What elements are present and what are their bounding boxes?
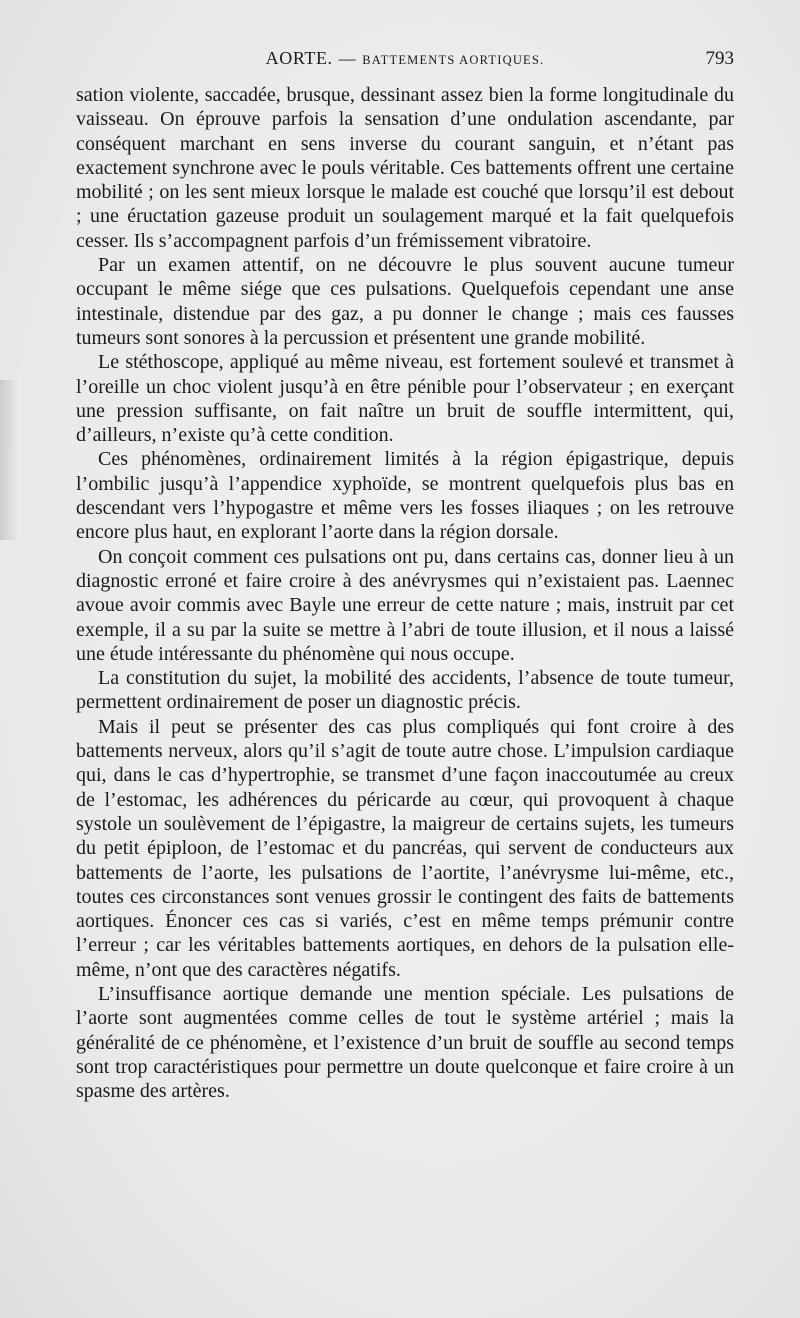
page-edge-shadow [0,380,18,540]
page-number: 793 [705,48,734,69]
running-title [76,48,734,69]
paragraph-4: Ces phénomènes, ordinairement limités à la région épigastrique, depuis l’ombilic jusqu’à l’appendice xyphoïde, se montrent quelquefois plus bas en descendant vers l’hypogastre et même vers les fosses iliaques ; on les retrouve encore plus haut, en explorant l’aorte dans la région dorsale. [76,448,734,544]
paragraph-3: Le stéthoscope, appliqué au même niveau, est fortement soulevé et transmet à l’oreille un choc violent jusqu’à en être pénible pour l’observateur ; en exerçant une pression suffisante, on fait naître un bruit de souffle intermittent, qui, d’ailleurs, n’existe qu’à cette condition. [76,351,734,447]
paragraph-2: Par un examen attentif, on ne découvre le plus souvent aucune tumeur occupant le même siége que ces pulsations. Quelquefois cependant une anse intestinale, distendue par des gaz, a pu donner le change ; mais ces fausses tumeurs sont sonores à la percussion et présentent une grande mobilité. [76,254,734,349]
body-text [76,83,734,1103]
paragraph-7: Mais il peut se présenter des cas plus compliqués qui font croire à des battements nerveux, alors qu’il s’agit de toute autre chose. L’impulsion cardiaque qui, dans le cas d’hypertrophie, se transmet d’une façon inaccoutumée au creux de l’estomac, les adhérences du péricarde au cœur, qui provoquent à chaque systole un soulèvement de l’épigastre, la maigreur de certains sujets, les tumeurs du petit épiploon, de l’estomac et du pancréas, qui servent de conducteurs aux battements de l’aorte, les pulsations de l’aortite, l’anévrysme lui-même, etc., toutes ces circonstances sont venues grossir le contingent des faits de battements aortiques. Énoncer ces cas si variés, c’est en même temps prémunir contre l’erreur ; car les véritables battements aortiques, en dehors de la pulsation elle-même, n’ont que des caractères négatifs. [76,715,734,981]
paragraph-8: L’insuffisance aortique demande une mention spéciale. Les pulsations de l’aorte sont augmentées comme celles de tout le système artériel ; mais la généralité de ce phénomène, et l’existence d’un bruit de souffle au second temps sont trop caractéristiques pour permettre un doute quelconque et faire croire à un spasme des artères. [76,982,734,1103]
running-header [76,48,734,74]
running-title-section: BATTEMENTS AORTIQUES. [362,53,545,67]
running-title-main: AORTE. [265,48,333,68]
running-title-dash: — [338,49,357,68]
paragraph-6: La constitution du sujet, la mobilité des accidents, l’absence de toute tumeur, permettent ordinairement de poser un diagnostic précis. [76,667,734,714]
paragraph-5: On conçoit comment ces pulsations ont pu, dans certains cas, donner lieu à un diagnostic erroné et faire croire à des anévrysmes qui n’existaient pas. Laennec avoue avoir commis avec Bayle une erreur de cette nature ; mais, instruit par cet exemple, il a su par la suite se mettre à l’abri de toute illusion, et il nous a laissé une étude intéressante du phénomène qui nous occupe. [76,545,734,665]
paragraph-1: sation violente, saccadée, brusque, dessinant assez bien la forme longitudinale du vaisseau. On éprouve parfois la sensation d’une ondulation ascendante, par conséquent marchant en sens inverse du courant sanguin, et n’étant pas exactement synchrone avec le pouls véritable. Ces battements offrent une certaine mobilité ; on les sent mieux lorsque le malade est couché que lorsqu’il est debout ; une éructation gazeuse produit un soulagement marqué et la fait quelquefois cesser. Ils s’accompagnent parfois d’un frémissement vibratoire. [76,84,734,252]
